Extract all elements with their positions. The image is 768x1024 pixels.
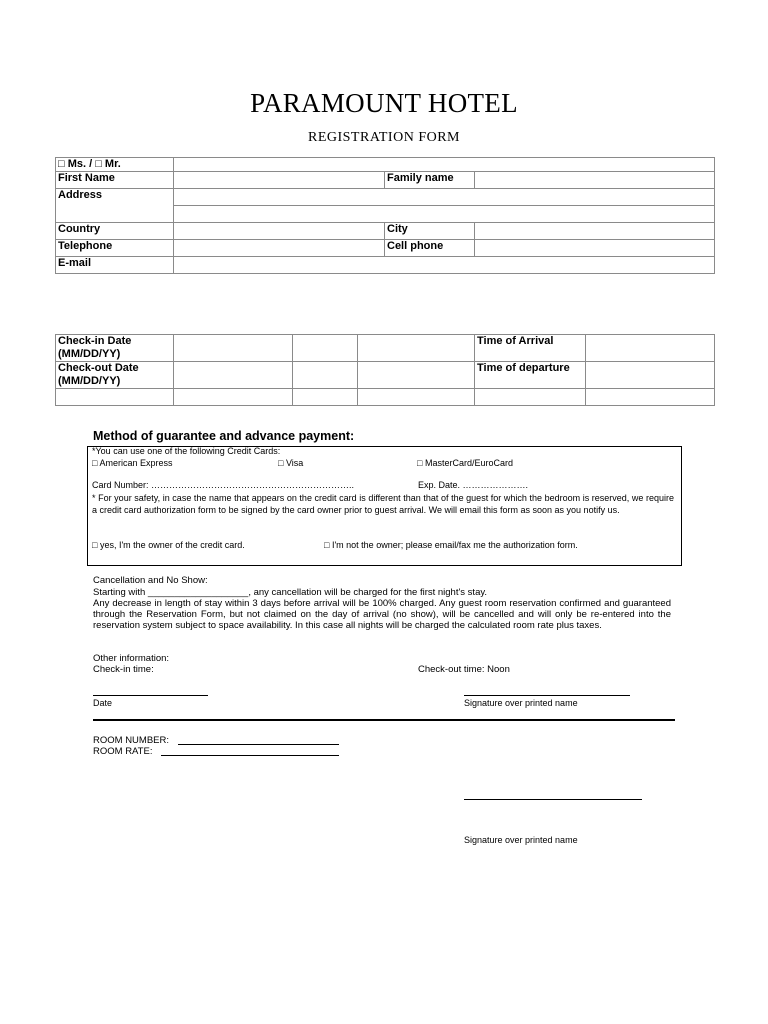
city-field[interactable] [475,223,715,240]
visa-option[interactable] [278,458,303,470]
owner-no-option[interactable] [324,540,578,552]
other-info-heading: Other information: [93,653,170,664]
stay-dates-table [55,334,715,406]
checkout-time-label: Check-out time: Noon [418,664,510,675]
payment-heading: Method of guarantee and advance payment: [93,429,355,443]
cancellation-start-line [93,587,487,598]
stay-extra-cell[interactable] [586,389,715,406]
email-label: E-mail [56,257,174,274]
country-label: Country [56,223,174,240]
cards-intro: *You can use one of the following Credit Cards: [92,446,281,456]
amex-checkbox-icon[interactable] [92,458,97,468]
exp-date-field[interactable]: Exp. Date. …………………. [418,480,529,490]
checkin-date-label [56,335,174,362]
mastercard-option[interactable] [417,458,513,470]
arrival-time-field[interactable] [586,335,715,362]
address-field-line1[interactable] [174,189,715,206]
room-number-label: ROOM NUMBER: [93,735,169,746]
salutation-field[interactable] [174,158,715,172]
room-rate-line[interactable] [161,755,339,756]
first-name-label: First Name [56,172,174,189]
first-name-field[interactable] [174,172,385,189]
checkin-date-field-mm[interactable] [174,335,293,362]
mastercard-checkbox-icon[interactable] [417,458,422,468]
guest-signature-line[interactable] [464,695,630,696]
stay-extra-cell[interactable] [475,389,586,406]
staff-signature-label: Signature over printed name [464,835,578,845]
staff-signature-line[interactable] [464,799,642,800]
checkout-date-text: Check-out Date [58,362,139,374]
starting-suffix: , any cancellation will be charged for the first night's stay. [248,587,488,598]
checkin-date-field-dd[interactable] [293,335,358,362]
address-label: Address [56,189,174,223]
family-name-label: Family name [385,172,475,189]
departure-time-field[interactable] [586,362,715,389]
starting-prefix: Starting with [93,587,148,598]
cell-phone-field[interactable] [475,240,715,257]
amex-label: American Express [99,458,173,468]
room-rate-label: ROOM RATE: [93,746,153,757]
page-title: PARAMOUNT HOTEL [250,88,518,118]
country-field[interactable] [174,223,385,240]
arrival-time-label: Time of Arrival [475,335,586,362]
guest-signature-label: Signature over printed name [464,698,578,708]
cancellation-policy: Any decrease in length of stay within 3 days before arrival will be 100% charged. Any guest room reservation confirmed and guaranteed through the Reservation Form, but not claimed on the day of arrival (no show), will be cancelled and will only be re-entered into the reservation system subject to space availability. In this case all nights will be charged the calculated room rate plus taxes. [93,598,671,631]
email-field[interactable] [174,257,715,274]
checkout-date-field-mm[interactable] [174,362,293,389]
visa-label: Visa [285,458,304,468]
telephone-label: Telephone [56,240,174,257]
stay-extra-cell[interactable] [358,389,475,406]
owner-no-label: I'm not the owner; please email/fax me the authorization form. [331,540,578,550]
room-number-row [93,735,169,746]
stay-extra-cell[interactable] [293,389,358,406]
safety-note: * For your safety, in case the name that appears on the credit card is different than that of the guest for which the bedroom is reserved, we require a credit card authorization form to be signed by the card owner prior to guest arrival. We will email this form as soon as you notify us. [92,493,674,515]
form-subtitle: REGISTRATION FORM [307,130,460,145]
card-number-field[interactable]: Card Number: ………………………………………………………….. [92,480,355,490]
telephone-field[interactable] [174,240,385,257]
checkout-date-field-dd[interactable] [293,362,358,389]
owner-no-checkbox-icon[interactable] [324,540,329,550]
checkin-date-text: Check-in Date [58,335,132,347]
visa-checkbox-icon[interactable] [278,458,283,468]
address-field-line2[interactable] [174,206,715,223]
starting-date-blank[interactable]: ___________________ [147,587,249,598]
salutation-label: □ Ms. / □ Mr. [56,158,174,172]
cell-phone-label: Cell phone [385,240,475,257]
stay-extra-cell[interactable] [56,389,174,406]
section-divider [93,719,675,721]
mastercard-label: MasterCard/EuroCard [424,458,513,468]
owner-yes-label: yes, I'm the owner of the credit card. [99,540,245,550]
date-label: Date [93,698,113,708]
owner-yes-checkbox-icon[interactable] [92,540,97,550]
checkin-date-format: (MM/DD/YY) [58,348,121,360]
family-name-field[interactable] [475,172,715,189]
room-rate-row [93,746,152,757]
checkout-date-label [56,362,174,389]
departure-time-label: Time of departure [475,362,586,389]
owner-yes-option[interactable] [92,540,245,552]
checkin-date-field-yy[interactable] [358,335,475,362]
cancellation-heading: Cancellation and No Show: [93,575,208,586]
checkout-date-format: (MM/DD/YY) [58,375,121,387]
checkin-time-label: Check-in time: [93,664,154,675]
stay-extra-cell[interactable] [174,389,293,406]
checkout-date-field-yy[interactable] [358,362,475,389]
guest-info-table [55,157,715,274]
date-line[interactable] [93,695,208,696]
amex-option[interactable] [92,458,172,470]
city-label: City [385,223,475,240]
room-number-line[interactable] [178,744,339,745]
